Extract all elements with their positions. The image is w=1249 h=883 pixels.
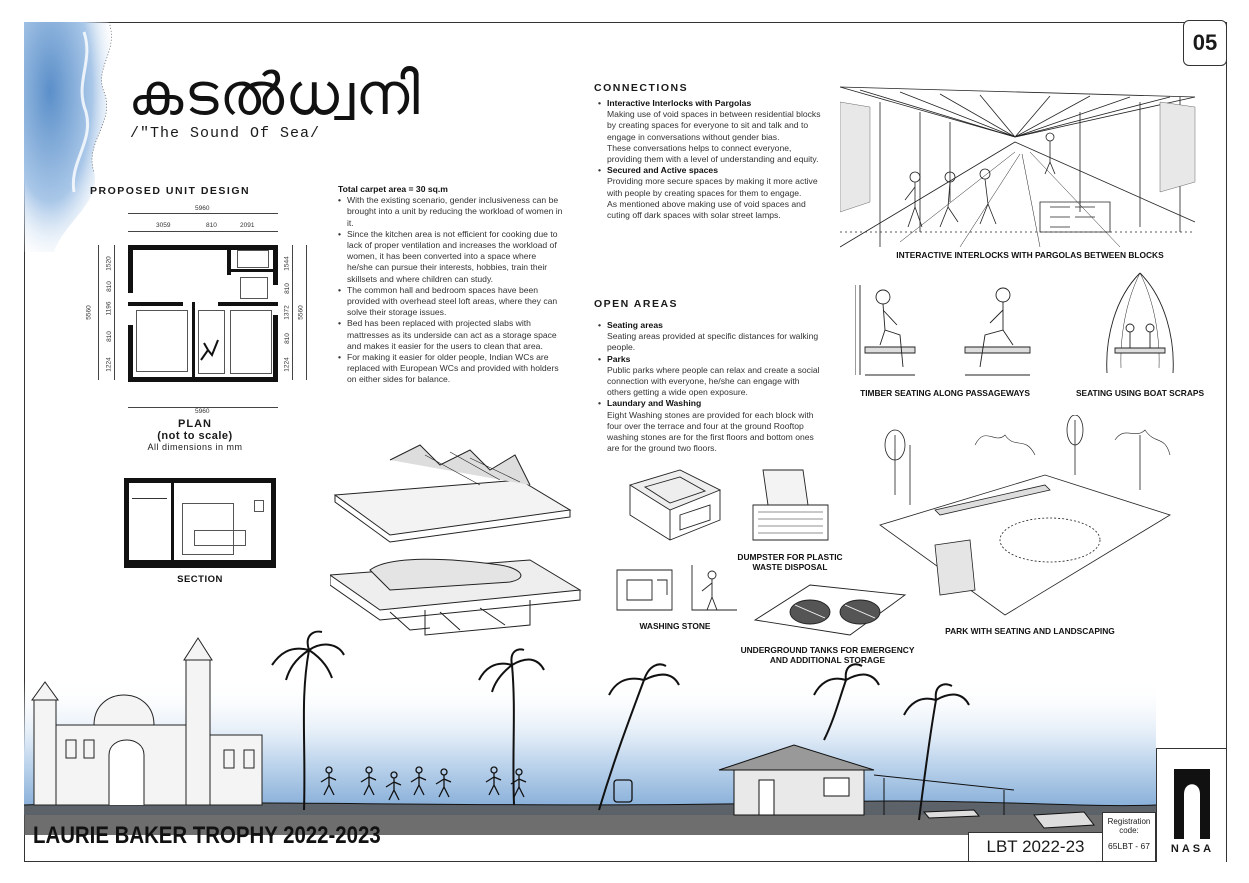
dim-seg2: 810	[206, 222, 217, 229]
bed-storage-sketch	[330, 440, 590, 640]
plan-note: (not to scale)	[157, 430, 233, 442]
coastal-landscape-illustration	[24, 620, 1156, 835]
dim-right-b: 810	[283, 283, 291, 294]
carpet-point: • For making it easier for older people, Indian WCs are replaced with European WCs and provided with holders on either sides for balance.	[347, 352, 563, 386]
dim-seg1: 3059	[156, 222, 171, 229]
dim-right-total: 5560	[297, 305, 305, 320]
unit-plan-drawing	[80, 205, 330, 420]
nasa-logo-icon	[1174, 769, 1210, 839]
dim-left-c: 1196	[105, 301, 113, 316]
caption-boat: SEATING USING BOAT SCRAPS	[1075, 388, 1205, 398]
carpet-area-block	[338, 184, 563, 386]
caption-dumpster: DUMPSTER FOR PLASTIC WASTE DISPOSAL	[737, 552, 843, 572]
open-area-text: Eight Washing stones are provided for each block with four over the terrace and four at the ground Rooftop washing stones are for the first floors and bottom ones are for the ground two floors.	[607, 409, 814, 454]
unit-section-drawing	[124, 478, 276, 570]
open-area-text: Public parks where people can relax and create a social connection with everyone, he/she can engage with others getting a wide open exposure.	[607, 364, 820, 398]
dim-seg3: 2091	[240, 222, 255, 229]
open-area-title: Laundary and Washing	[607, 398, 702, 409]
plan-units: All dimensions in mm	[147, 442, 243, 452]
plan-label: PLAN	[178, 418, 212, 430]
dim-right-a: 1544	[283, 256, 291, 271]
dim-overall-top: 5960	[195, 205, 210, 212]
caption-timber: TIMBER SEATING ALONG PASSAGEWAYS	[860, 388, 1030, 398]
connections-block	[598, 98, 824, 221]
pergola-perspective-sketch	[840, 82, 1200, 252]
carpet-point: • The common hall and bedroom spaces have been provided with overhead steel loft areas, where they can solve their storage issues.	[347, 285, 563, 319]
dim-right-d: 810	[283, 333, 291, 344]
open-area-title: Parks	[607, 353, 631, 364]
dim-left-a: 1520	[105, 256, 113, 271]
dim-left-b: 810	[105, 281, 113, 292]
carpet-area-heading: Total carpet area = 30 sq.m	[338, 184, 448, 194]
connection-text: Making use of void spaces in between residential blocks by creating spaces for everyone to sit and talk and to engage in conversations without gender bias.	[607, 109, 821, 142]
caption-pergola: INTERACTIVE INTERLOCKS WITH PARGOLAS BETWEEN BLOCKS	[896, 250, 1164, 260]
nasa-logo-text: NASA	[1170, 843, 1215, 855]
project-title: കടൽധ്വനി	[128, 60, 421, 128]
washing-stone-elevation-sketch	[612, 565, 742, 615]
connection-text: Providing more secure spaces by making it more active with people by creating spaces for them to engage.	[607, 176, 818, 198]
timber-seating-sketch	[855, 275, 1035, 385]
connection-text: These conversations helps to connect everyone, providing them with a level of understanding and equity.	[607, 142, 819, 165]
washing-stone-3d-sketch	[625, 465, 725, 545]
dim-overall-bottom: 5960	[195, 408, 210, 415]
carpet-point: • Bed has been replaced with projected slabs with mattresses as its underside can act as a storage space and makes it easier for the users to clean that area.	[347, 318, 563, 352]
park-landscape-sketch	[875, 415, 1175, 620]
caption-washing: WASHING STONE	[639, 621, 711, 631]
connection-title: Interactive Interlocks with Pargolas	[607, 98, 752, 108]
connection-title: Secured and Active spaces	[607, 165, 718, 176]
dim-left-d: 810	[105, 331, 113, 342]
dim-right-e: 1224	[283, 357, 291, 372]
dim-left-total: 5560	[85, 305, 93, 320]
connection-text: As mentioned above making use of void spaces and cuting off dark spaces with solar street lamps.	[607, 198, 806, 221]
dim-right-c: 1372	[283, 305, 291, 320]
nasa-logo-box	[1156, 748, 1227, 862]
trophy-title: LAURIE BAKER TROPHY 2022-2023	[33, 822, 381, 849]
open-area-text: Seating areas provided at specific distances for walking people.	[607, 331, 819, 353]
registration-box	[1102, 812, 1156, 862]
boat-seating-sketch	[1095, 268, 1185, 378]
unit-design-heading: PROPOSED UNIT DESIGN	[90, 185, 251, 197]
caption-park: PARK WITH SEATING AND LANDSCAPING	[945, 626, 1115, 636]
open-areas-heading: OPEN AREAS	[594, 298, 679, 310]
section-label: SECTION	[177, 574, 223, 585]
lbt-code: LBT 2022-23	[968, 832, 1102, 862]
caption-tanks: UNDERGROUND TANKS FOR EMERGENCY AND ADDITIONAL STORAGE	[740, 645, 915, 665]
registration-code: 65LBT - 67	[1108, 841, 1150, 851]
connections-heading: CONNECTIONS	[594, 82, 689, 94]
carpet-point: • Since the kitchen area is not efficient for cooking due to lack of proper ventilation and increases the workload of women, it has been converted into a space where he/she can pursue their interests, hobbies, train their skillsets and where children can study.	[347, 229, 563, 285]
registration-label: Registration code:	[1107, 817, 1151, 835]
open-area-title: Seating areas	[607, 320, 663, 330]
open-areas-block	[598, 320, 824, 454]
project-subtitle: /"The Sound Of Sea/	[130, 125, 321, 142]
dumpster-sketch	[748, 465, 838, 545]
sheet-number: 05	[1183, 20, 1227, 66]
carpet-point: • With the existing scenario, gender inclusiveness can be brought into a unit by reducing the workload of women in it.	[347, 195, 563, 229]
dim-left-e: 1224	[105, 357, 113, 372]
